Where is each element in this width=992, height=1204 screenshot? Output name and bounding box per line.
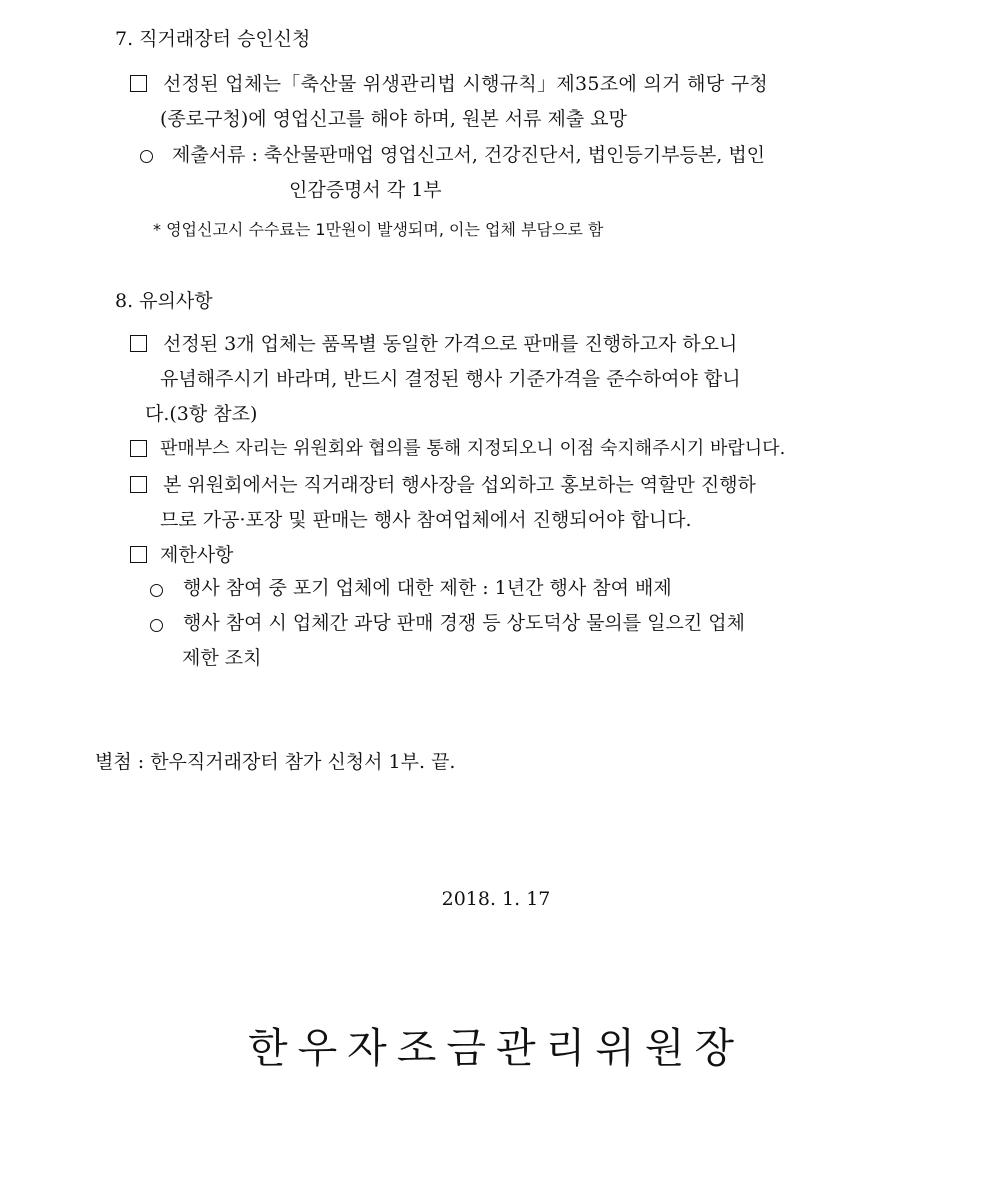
section-8-heading: 8. 유의사항 — [115, 290, 213, 312]
circle-bullet-icon — [140, 145, 153, 169]
checkbox-icon — [130, 543, 147, 567]
sec7-sub-line1: 제출서류 : 축산물판매업 영업신고서, 건강진단서, 법인등기부등본, 법인 — [172, 144, 766, 166]
sec8-bullet3-line2: 므로 가공·포장 및 판매는 행사 참여업체에서 진행되어야 합니다. — [160, 509, 692, 531]
sec8-bullet1-line3: 다.(3항 참조) — [145, 403, 258, 425]
sec7-bullet1-line2: (종로구청)에 영업신고를 해야 하며, 원본 서류 제출 요망 — [160, 108, 627, 130]
sec7-note: * 영업신고시 수수료는 1만원이 발생되며, 이는 업체 부담으로 함 — [153, 220, 604, 239]
sec7-bullet1-line1: 선정된 업체는「축산물 위생관리법 시행규칙」제35조에 의거 해당 구청 — [163, 73, 769, 95]
section-7-heading: 7. 직거래장터 승인신청 — [115, 28, 311, 50]
checkbox-icon — [130, 332, 147, 356]
sec8-restriction1: 행사 참여 중 포기 업체에 대한 제한 : 1년간 행사 참여 배제 — [183, 577, 672, 599]
checkbox-icon — [130, 473, 147, 497]
sec8-bullet2-line1: 판매부스 자리는 위원회와 협의를 통해 지정되오니 이점 숙지해주시기 바랍니다. — [160, 438, 786, 459]
sec8-bullet4-line1: 제한사항 — [160, 544, 234, 566]
checkbox-icon — [130, 72, 147, 96]
sec8-restriction2-line2: 제한 조치 — [182, 647, 262, 669]
sec8-bullet1-line2: 유념해주시기 바라며, 반드시 결정된 행사 기준가격을 준수하여야 합니 — [160, 368, 741, 390]
checkbox-icon — [130, 437, 147, 461]
circle-bullet-icon — [150, 614, 163, 638]
attachment-line: 별첨 : 한우직거래장터 참가 신청서 1부. 끝. — [95, 751, 456, 773]
sec8-bullet3-line1: 본 위원회에서는 직거래장터 행사장을 섭외하고 홍보하는 역할만 진행하 — [163, 474, 756, 496]
signatory-title: 한우자조금관리위원장 — [247, 1024, 745, 1072]
sec8-bullet1-line1: 선정된 3개 업체는 품목별 동일한 가격으로 판매를 진행하고자 하오니 — [163, 333, 738, 355]
document-date: 2018. 1. 17 — [441, 888, 551, 910]
sec7-sub-line2: 인감증명서 각 1부 — [289, 179, 442, 201]
circle-bullet-icon — [150, 579, 163, 603]
sec8-restriction2-line1: 행사 참여 시 업체간 과당 판매 경쟁 등 상도덕상 물의를 일으킨 업체 — [183, 612, 745, 634]
